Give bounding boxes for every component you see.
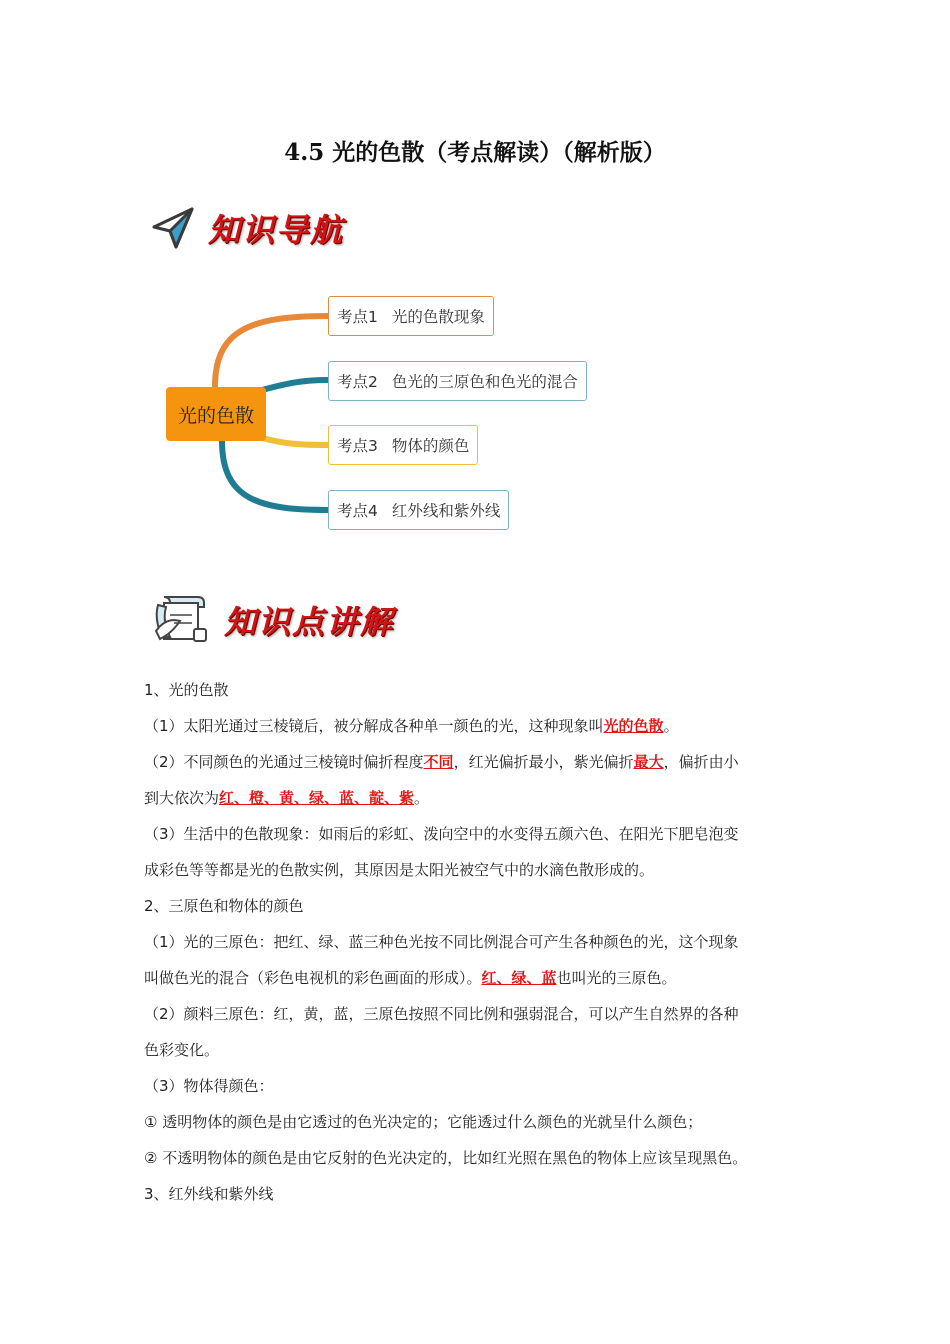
banner-title: 知识点讲解 xyxy=(224,603,395,641)
banner-title: 知识导航 xyxy=(208,211,345,249)
knowledge-explain-banner xyxy=(150,590,394,650)
paragraph: 到大依次为红、橙、黄、绿、蓝、靛、紫。 xyxy=(144,789,430,807)
highlight: 最大 xyxy=(633,753,664,771)
paragraph: （1）太阳光通过三棱镜后，被分解成各种单一颜色的光，这种现象叫光的色散。 xyxy=(144,717,679,735)
paragraph: （2）不同颜色的光通过三棱镜时偏折程度不同，红光偏折最小，紫光偏折最大，偏折由小 xyxy=(144,753,739,771)
paragraph: 叫做色光的混合（彩色电视机的彩色画面的形成）。红、绿、蓝也叫光的三原色。 xyxy=(144,969,677,987)
paragraph: （3）物体得颜色： xyxy=(144,1077,274,1095)
paper-plane-icon xyxy=(150,205,196,251)
mindmap-node-2 xyxy=(328,361,587,401)
mindmap-node-1 xyxy=(328,296,494,336)
knowledge-nav-banner xyxy=(150,198,344,258)
paragraph: 成彩色等等都是光的色散实例，其原因是太阳光被空气中的水滴色散形成的。 xyxy=(144,861,655,879)
node-number: 考点3 xyxy=(337,437,378,455)
node-number: 考点1 xyxy=(337,308,378,326)
node-label: 红外线和紫外线 xyxy=(391,502,501,520)
node-number: 考点4 xyxy=(337,502,378,520)
highlight: 红、橙、黄、绿、蓝、靛、紫 xyxy=(219,789,415,807)
node-label: 色光的三原色和色光的混合 xyxy=(391,373,578,391)
paragraph: （3）生活中的色散现象：如雨后的彩虹、泼向空中的水变得五颜六色、在阳光下肥皂泡变 xyxy=(144,825,739,843)
highlight: 光的色散 xyxy=(603,717,664,735)
highlight: 不同 xyxy=(423,753,454,771)
paragraph: ② 不透明物体的颜色是由它反射的色光决定的，比如红光照在黑色的物体上应该呈现黑色。 xyxy=(144,1149,748,1167)
paragraph: ① 透明物体的颜色是由它透过的色光决定的；它能透过什么颜色的光就呈什么颜色； xyxy=(144,1113,703,1131)
section-heading-2: 2、三原色和物体的颜色 xyxy=(144,897,304,915)
highlight: 红、绿、蓝 xyxy=(481,969,557,987)
mindmap-node-3 xyxy=(328,425,478,465)
section-heading-1: 1、光的色散 xyxy=(144,681,229,699)
node-number: 考点2 xyxy=(337,373,378,391)
mindmap-node-4 xyxy=(328,490,509,530)
node-label: 光的色散现象 xyxy=(391,308,485,326)
paragraph: （2）颜料三原色：红，黄，蓝，三原色按照不同比例和强弱混合，可以产生自然界的各种 xyxy=(144,1005,739,1023)
page-title: 4.5 光的色散（考点解读）（解析版） xyxy=(284,139,666,166)
mindmap-center-node: 光的色散 xyxy=(166,387,266,441)
paragraph: （1）光的三原色：把红、绿、蓝三种色光按不同比例混合可产生各种颜色的光，这个现象 xyxy=(144,933,739,951)
paragraph: 色彩变化。 xyxy=(144,1041,220,1059)
content-body xyxy=(144,672,824,1212)
section-heading-3: 3、红外线和紫外线 xyxy=(144,1185,274,1203)
scroll-quill-icon xyxy=(150,591,212,649)
node-label: 物体的颜色 xyxy=(391,437,470,455)
